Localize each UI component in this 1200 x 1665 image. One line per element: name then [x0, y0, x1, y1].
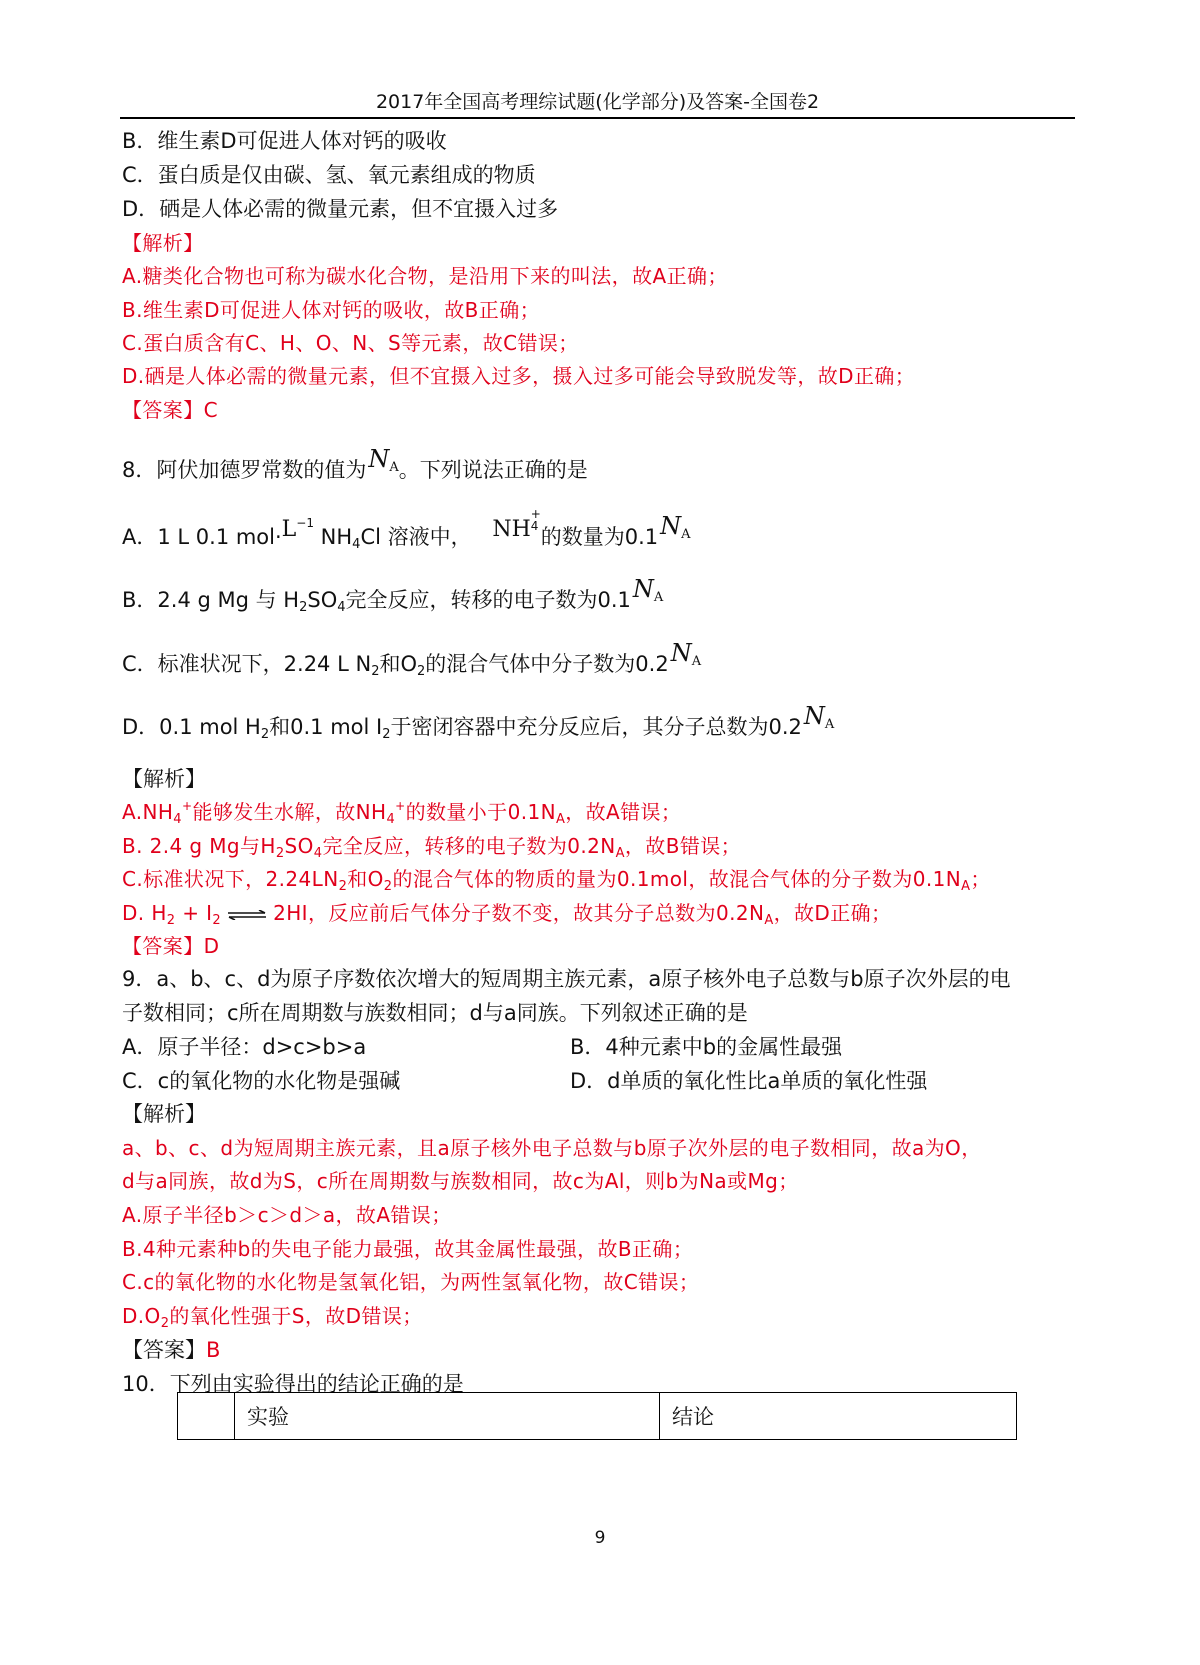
- q7-option-b: B．维生素D可促进人体对钙的吸收: [122, 129, 447, 153]
- q10-table: [177, 1392, 1017, 1440]
- q7-analysis-d: D.硒是人体必需的微量元素，但不宜摄入过多，摄入过多可能会导致脱发等，故D正确；: [122, 364, 916, 388]
- q7-analysis-label: 【解析】: [122, 231, 204, 255]
- text: 的氧化性强于S，故D错误；: [169, 1304, 423, 1328]
- q9-option-d: D．d单质的氧化性比a单质的氧化性强: [570, 1069, 928, 1093]
- superscript: +: [395, 799, 406, 813]
- q9-analysis-6: [122, 1302, 423, 1330]
- q9-analysis-5: C.c的氧化物的水化物是氢氧化铝，为两性氢氧化物，故C错误；: [122, 1270, 700, 1294]
- opt-text: SO: [307, 588, 338, 612]
- answer-label: 【答案】: [122, 398, 204, 422]
- text: D. H: [122, 901, 167, 925]
- opt-text: D．0.1 mol H: [122, 715, 261, 739]
- subscript: 4: [352, 537, 361, 552]
- subscript: 4: [173, 812, 182, 827]
- q7-analysis-c: C.蛋白质含有C、H、O、N、S等元素，故C错误；: [122, 331, 579, 355]
- equilibrium-arrow-icon: [227, 910, 267, 920]
- opt-text: 和O: [379, 652, 417, 676]
- na-subscript: A: [824, 717, 835, 732]
- q8-analysis-label: 【解析】: [122, 767, 206, 791]
- answer-value: D: [203, 934, 220, 958]
- subscript: 2: [383, 879, 393, 894]
- na-symbol: N: [670, 639, 692, 667]
- subscript: 2: [160, 1316, 170, 1331]
- opt-text: Cl 溶液中，: [360, 525, 472, 549]
- q8-analysis-b: [122, 832, 741, 860]
- ion-charge-stack: [531, 508, 541, 532]
- text: D.O: [122, 1304, 161, 1328]
- q9-analysis-2: d与a同族，故d为S，c所在周期数与族数相同，故c为Al，则b为Na或Mg；: [122, 1169, 799, 1193]
- subscript: 2: [338, 879, 348, 894]
- q9-option-b: B．4种元素中b的金属性最强: [570, 1035, 843, 1059]
- unit-exponent: −1: [296, 516, 314, 530]
- q9-option-c: C．c的氧化物的水化物是强碱: [122, 1069, 401, 1093]
- text: 能够发生水解，故NH: [192, 800, 387, 824]
- subscript: 4: [337, 600, 346, 615]
- opt-text: 的混合气体中分子数为0.2: [425, 652, 669, 676]
- subscript: 2: [260, 727, 270, 742]
- q8-answer: [122, 932, 219, 960]
- text: C.标准状况下，2.24LN: [122, 867, 339, 891]
- table-header-index: [178, 1393, 235, 1440]
- table-header-row: [178, 1393, 1017, 1440]
- subscript: 4: [386, 812, 396, 827]
- q8-option-c: [122, 639, 702, 682]
- opt-text: A．1 L 0.1 mol·: [122, 525, 282, 549]
- na-symbol: N: [632, 575, 654, 603]
- subscript: 2: [371, 664, 380, 679]
- answer-label: 【答案】: [122, 1338, 206, 1362]
- table-header-experiment: 实验: [235, 1393, 660, 1440]
- q8-stem-tail: 。下列说法正确的是: [398, 458, 588, 482]
- subscript: A: [555, 812, 566, 827]
- q9-analysis-1: a、b、c、d为短周期主族元素，且a原子核外电子总数与b原子次外层的电子数相同，故a为O，: [122, 1136, 982, 1160]
- header-rule: [120, 117, 1075, 119]
- opt-text: 的数量为0.1: [540, 525, 659, 549]
- na-subscript: A: [681, 527, 691, 542]
- text: A.NH: [122, 800, 174, 824]
- q7-analysis-b: B.维生素D可促进人体对钙的吸收，故B正确；: [122, 298, 540, 322]
- q8-stem-text: 8．阿伏加德罗常数的值为: [122, 458, 367, 482]
- text: 完全反应，转移的电子数为0.2N: [322, 834, 616, 858]
- opt-text: C．标准状况下，2.24 L N: [122, 652, 372, 676]
- subscript: A: [764, 913, 774, 928]
- subscript: 2: [417, 664, 426, 679]
- q9-stem-line2: 子数相同；c所在周期数与族数相同；d与a同族。下列叙述正确的是: [122, 1001, 748, 1025]
- q8-analysis-d: [122, 899, 891, 927]
- table-header-conclusion: 结论: [660, 1393, 1017, 1440]
- answer-label: 【答案】: [122, 934, 204, 958]
- q8-option-b: [122, 575, 664, 618]
- subscript: 2: [382, 727, 391, 742]
- q7-option-d: D．硒是人体必需的微量元素，但不宜摄入过多: [122, 197, 559, 221]
- subscript: 2: [299, 600, 308, 615]
- subscript: 2: [275, 846, 285, 861]
- text: 和O: [347, 867, 384, 891]
- opt-text: 和0.1 mol I: [269, 715, 383, 739]
- na-subscript: A: [653, 590, 664, 605]
- q8-analysis-a: [122, 798, 681, 826]
- q9-stem-line1: 9．a、b、c、d为原子序数依次增大的短周期主族元素，a原子核外电子总数与b原子次外层的电: [122, 967, 1011, 991]
- q8-analysis-c: [122, 865, 991, 893]
- q9-analysis-4: B.4种元素种b的失电子能力最强，故其金属性最强，故B正确；: [122, 1237, 694, 1261]
- q7-option-c: C．蛋白质是仅由碳、氢、氧元素组成的物质: [122, 163, 536, 187]
- q7-answer: [122, 396, 218, 424]
- text: ；: [970, 867, 991, 891]
- q9-option-a: A．原子半径：d>c>b>a: [122, 1035, 367, 1059]
- subscript: 2: [166, 913, 176, 928]
- na-subscript: A: [691, 654, 702, 669]
- text: 的混合气体的物质的量为0.1mol，故混合气体的分子数为0.1N: [392, 867, 962, 891]
- na-symbol: N: [803, 702, 825, 730]
- text: 2HI，反应前后气体分子数不变，故其分子总数为0.2N: [273, 901, 765, 925]
- na-symbol: N: [660, 512, 682, 540]
- subscript: 4: [313, 846, 323, 861]
- text: ，故B错误；: [624, 834, 742, 858]
- q10-stem: 10．下列由实验得出的结论正确的是: [122, 1372, 464, 1396]
- page-header: 2017年全国高考理综试题(化学部分)及答案-全国卷2: [375, 91, 820, 113]
- subscript: A: [615, 846, 625, 861]
- opt-text: 于密闭容器中充分反应后，其分子总数为0.2: [390, 715, 802, 739]
- text: SO: [284, 834, 314, 858]
- ion-superscript: +: [530, 507, 541, 521]
- ammonium-ion: NH: [492, 517, 531, 542]
- unit-l: L: [281, 517, 297, 542]
- text: B. 2.4 g Mg与H: [122, 834, 276, 858]
- q9-answer: [122, 1336, 220, 1364]
- q8-option-d: [122, 702, 835, 745]
- answer-value: B: [206, 1338, 221, 1362]
- subscript: 2: [212, 913, 222, 928]
- opt-text: B．2.4 g Mg 与 H: [122, 588, 300, 612]
- na-subscript: A: [389, 460, 399, 475]
- opt-text: 完全反应，转移的电子数为0.1: [345, 588, 631, 612]
- subscript: A: [961, 879, 971, 894]
- q7-analysis-a: A.糖类化合物也可称为碳水化合物，是沿用下来的叫法，故A正确；: [122, 264, 728, 288]
- q8-stem: [122, 445, 588, 488]
- superscript: +: [181, 799, 193, 813]
- ion-subscript: 4: [530, 519, 539, 533]
- opt-text: NH: [313, 525, 353, 549]
- text: 的数量小于0.1N: [405, 800, 556, 824]
- answer-value: C: [203, 398, 218, 422]
- q9-analysis-3: A.原子半径b＞c＞d＞a，故A错误；: [122, 1203, 452, 1227]
- q8-option-a: [122, 507, 691, 555]
- text: ，故D正确；: [773, 901, 892, 925]
- text: ，故A错误；: [565, 800, 682, 824]
- page-number: 9: [594, 1528, 606, 1548]
- na-symbol: N: [368, 445, 390, 473]
- q9-analysis-label: 【解析】: [122, 1102, 206, 1126]
- text: + I: [175, 901, 213, 925]
